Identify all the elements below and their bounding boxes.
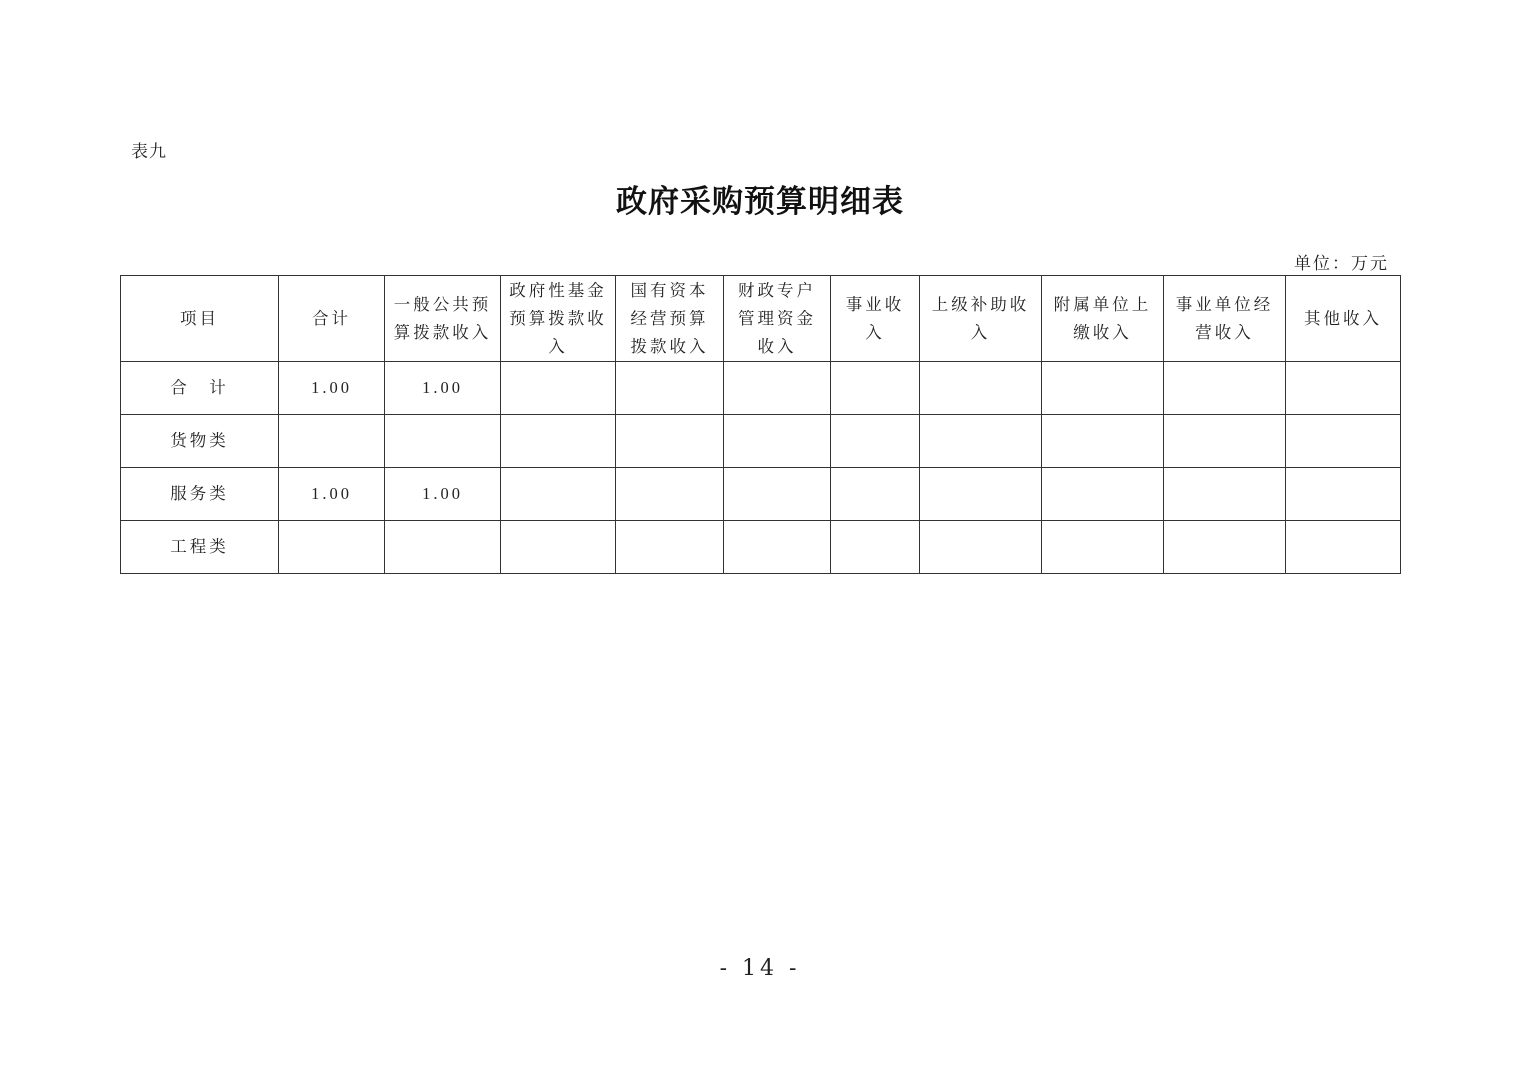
table-cell [1164, 415, 1286, 468]
table-cell [1042, 415, 1164, 468]
table-cell [616, 415, 724, 468]
table-cell [1042, 468, 1164, 521]
header-row [121, 276, 1401, 362]
page-number: - 14 - [719, 956, 801, 981]
table-cell [1164, 362, 1286, 415]
cell-total: 1.00 [279, 362, 385, 415]
row-label: 货物类 [121, 415, 279, 468]
page-title: 政府采购预算明细表 [616, 184, 904, 220]
table-cell [724, 468, 831, 521]
table-cell [1286, 468, 1401, 521]
table-cell [501, 415, 616, 468]
table-cell [920, 468, 1042, 521]
table-cell [501, 362, 616, 415]
table-cell [616, 468, 724, 521]
row-label: 合 计 [121, 362, 279, 415]
table-cell [1286, 521, 1401, 574]
table-cell [920, 415, 1042, 468]
column-header-fund-budget: 政府性基金预算拨款收入 [501, 276, 616, 362]
cell-total [279, 521, 385, 574]
cell-total [279, 415, 385, 468]
table-cell [1164, 468, 1286, 521]
table-cell [920, 362, 1042, 415]
table-cell [724, 362, 831, 415]
table-cell [501, 468, 616, 521]
column-header-state-capital: 国有资本经营预算拨款收入 [616, 276, 724, 362]
table-cell [831, 521, 920, 574]
row-label: 服务类 [121, 468, 279, 521]
table-cell [831, 415, 920, 468]
table-label: 表九 [131, 142, 167, 162]
column-header-total: 合计 [279, 276, 385, 362]
cell-general-budget: 1.00 [385, 468, 501, 521]
column-header-item: 项目 [121, 276, 279, 362]
table-cell [1042, 362, 1164, 415]
table-cell [724, 415, 831, 468]
table-cell [1042, 521, 1164, 574]
column-header-affiliated-units: 附属单位上缴收入 [1042, 276, 1164, 362]
table-cell [920, 521, 1042, 574]
column-header-general-budget: 一般公共预算拨款收入 [385, 276, 501, 362]
table-row [121, 468, 1401, 521]
procurement-budget-table [120, 275, 1401, 574]
table-row [121, 521, 1401, 574]
table-cell [1286, 362, 1401, 415]
row-label: 工程类 [121, 521, 279, 574]
cell-total: 1.00 [279, 468, 385, 521]
table-cell [616, 362, 724, 415]
table-row [121, 415, 1401, 468]
column-header-special-account: 财政专户管理资金收入 [724, 276, 831, 362]
column-header-other-income: 其他收入 [1286, 276, 1401, 362]
column-header-operating-income: 事业单位经营收入 [1164, 276, 1286, 362]
column-header-superior-subsidy: 上级补助收入 [920, 276, 1042, 362]
table-cell [831, 468, 920, 521]
table-cell [1286, 415, 1401, 468]
unit-label: 单位：万元 [1294, 254, 1389, 274]
table-row [121, 362, 1401, 415]
table-cell [724, 521, 831, 574]
table-cell [831, 362, 920, 415]
cell-general-budget [385, 415, 501, 468]
cell-general-budget [385, 521, 501, 574]
table-cell [501, 521, 616, 574]
table-cell [616, 521, 724, 574]
column-header-business-income: 事业收入 [831, 276, 920, 362]
cell-general-budget: 1.00 [385, 362, 501, 415]
table-cell [1164, 521, 1286, 574]
